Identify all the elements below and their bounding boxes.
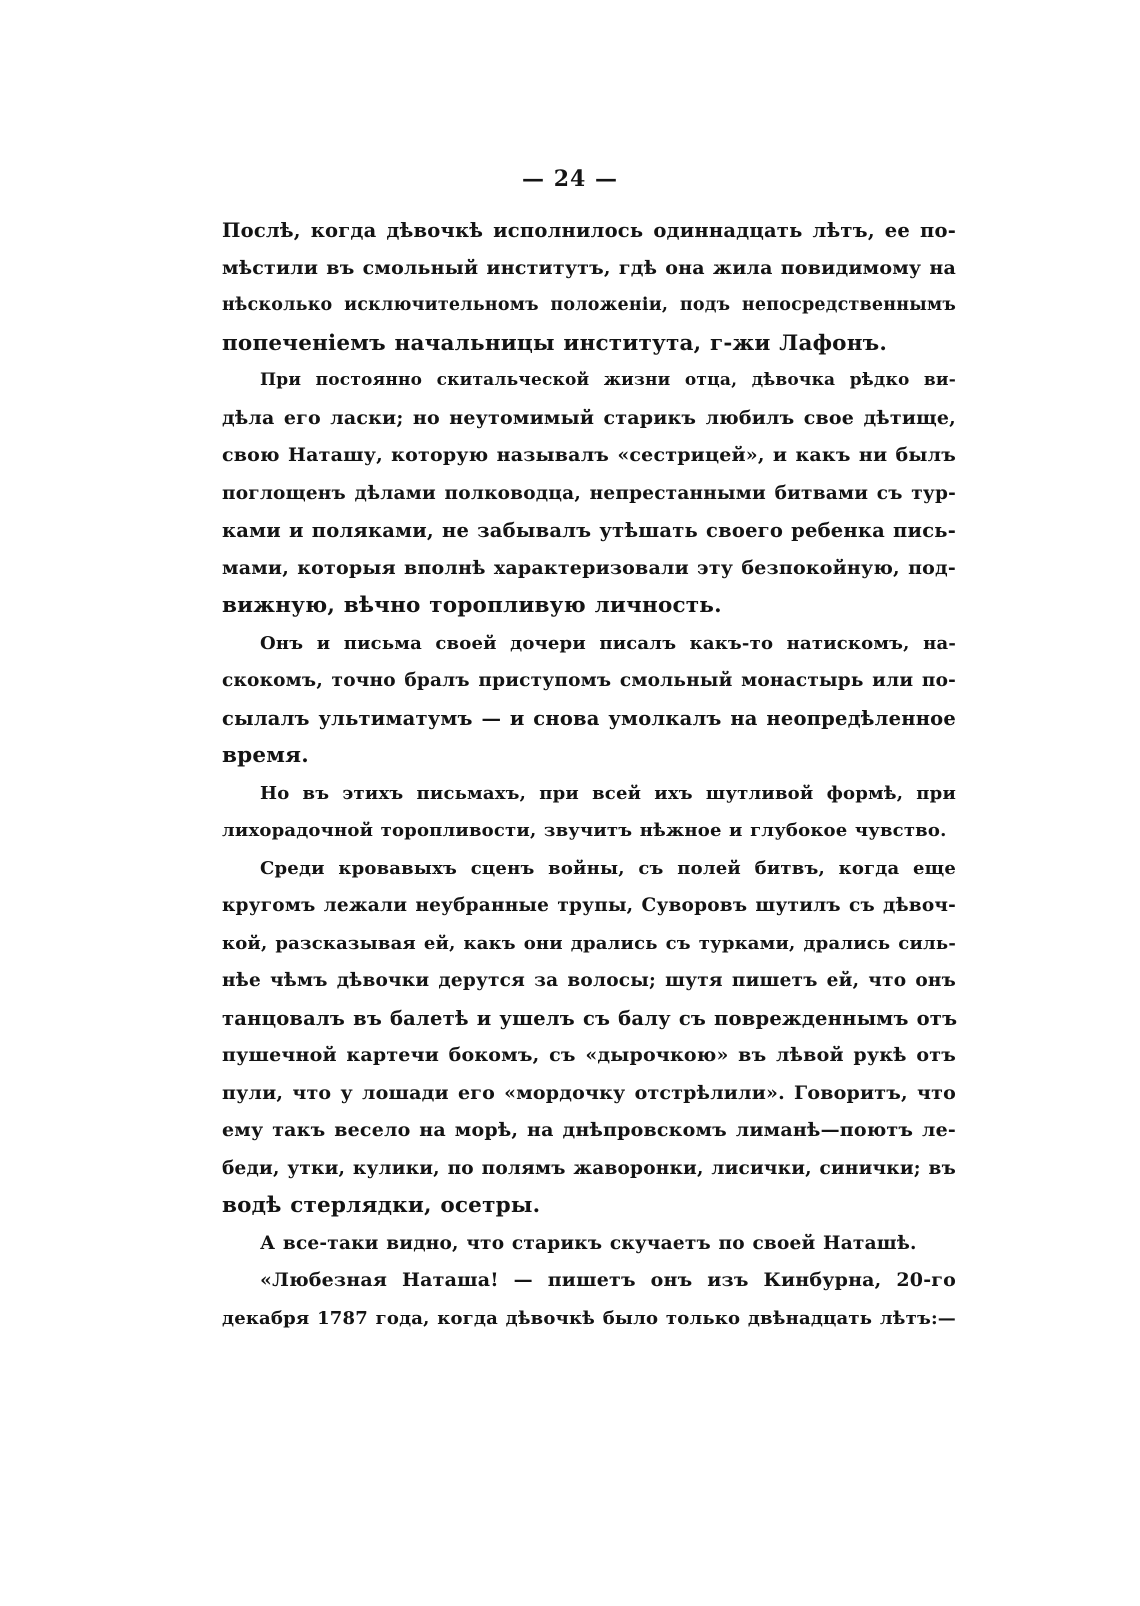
- text-line: ками и поляками, не забывалъ утѣшать своего ребенка пись-: [222, 519, 956, 542]
- text-line: ему такъ весело на морѣ, на днѣпровскомъ лиманѣ—поютъ ле-: [222, 1119, 956, 1141]
- text-line: свою Наташу, которую называлъ «сестрицей», и какъ ни былъ: [222, 444, 956, 466]
- text-line: «Любезная Наташа! — пишетъ онъ изъ Кинбурна, 20-го: [260, 1269, 956, 1291]
- text-line: Онъ и письма своей дочери писалъ какъ-то натискомъ, на-: [260, 632, 956, 654]
- text-line: лихорадочной торопливости, звучитъ нѣжное и глубокое чувство.: [222, 820, 947, 841]
- text-line: танцовалъ въ балетѣ и ушелъ съ балу съ поврежденнымъ отъ: [222, 1006, 958, 1030]
- text-line: сылалъ ультиматумъ — и снова умолкалъ на неопредѣленное: [222, 706, 956, 730]
- text-line: поглощенъ дѣлами полководца, непрестанными битвами съ тур-: [222, 482, 956, 504]
- text-line: мѣстили въ смольный институтъ, гдѣ она жила повидимому на: [222, 256, 956, 279]
- text-line: попеченiемъ начальницы института, г-жи Лафонъ.: [222, 330, 888, 356]
- text-line: скокомъ, точно бралъ приступомъ смольный монастырь или по-: [222, 670, 956, 691]
- text-line: Среди кровавыхъ сценъ войны, съ полей битвъ, когда еще: [260, 857, 956, 879]
- text-line: вижную, вѣчно торопливую личность.: [222, 593, 722, 618]
- text-line: время.: [222, 743, 309, 768]
- text-line: декабря 1787 года, когда дѣвочкѣ было только двѣнадцать лѣтъ:—: [222, 1307, 956, 1329]
- text-line: водѣ стерлядки, осетры.: [222, 1193, 541, 1218]
- text-line: мами, которыя вполнѣ характеризовали эту безпокойную, под-: [222, 556, 956, 579]
- text-line: кой, разсказывая ей, какъ они дрались съ турками, дрались силь-: [222, 932, 956, 954]
- body-text: [222, 212, 956, 1337]
- text-line: пули, что у лошади его «мордочку отстрѣлили». Говоритъ, что: [222, 1081, 956, 1104]
- page-number: — 24 —: [522, 166, 618, 192]
- text-line: А все-таки видно, что старикъ скучаетъ по своей Наташѣ.: [260, 1232, 917, 1254]
- text-line: нѣсколько исключительномъ положенiи, подъ непосредственнымъ: [222, 295, 956, 315]
- text-line: дѣла его ласки; но неутомимый старикъ любилъ свое дѣтище,: [222, 406, 956, 429]
- text-line: пушечной картечи бокомъ, съ «дырочкою» въ лѣвой рукѣ отъ: [222, 1044, 956, 1066]
- text-line: При постоянно скитальческой жизни отца, дѣвочка рѣдко ви-: [260, 370, 956, 390]
- text-line: нѣе чѣмъ дѣвочки дерутся за волосы; шутя пишетъ ей, что онъ: [222, 970, 956, 991]
- text-line: беди, утки, кулики, по полямъ жаворонки, лисички, синички; въ: [222, 1157, 956, 1179]
- text-line: Но въ этихъ письмахъ, при всей ихъ шутливой формѣ, при: [260, 782, 956, 804]
- text-line: кругомъ лежали неубранные трупы, Суворовъ шутилъ съ дѣвоч-: [222, 895, 956, 916]
- text-line: Послѣ, когда дѣвочкѣ исполнилось одиннадцать лѣтъ, ее по-: [222, 219, 956, 242]
